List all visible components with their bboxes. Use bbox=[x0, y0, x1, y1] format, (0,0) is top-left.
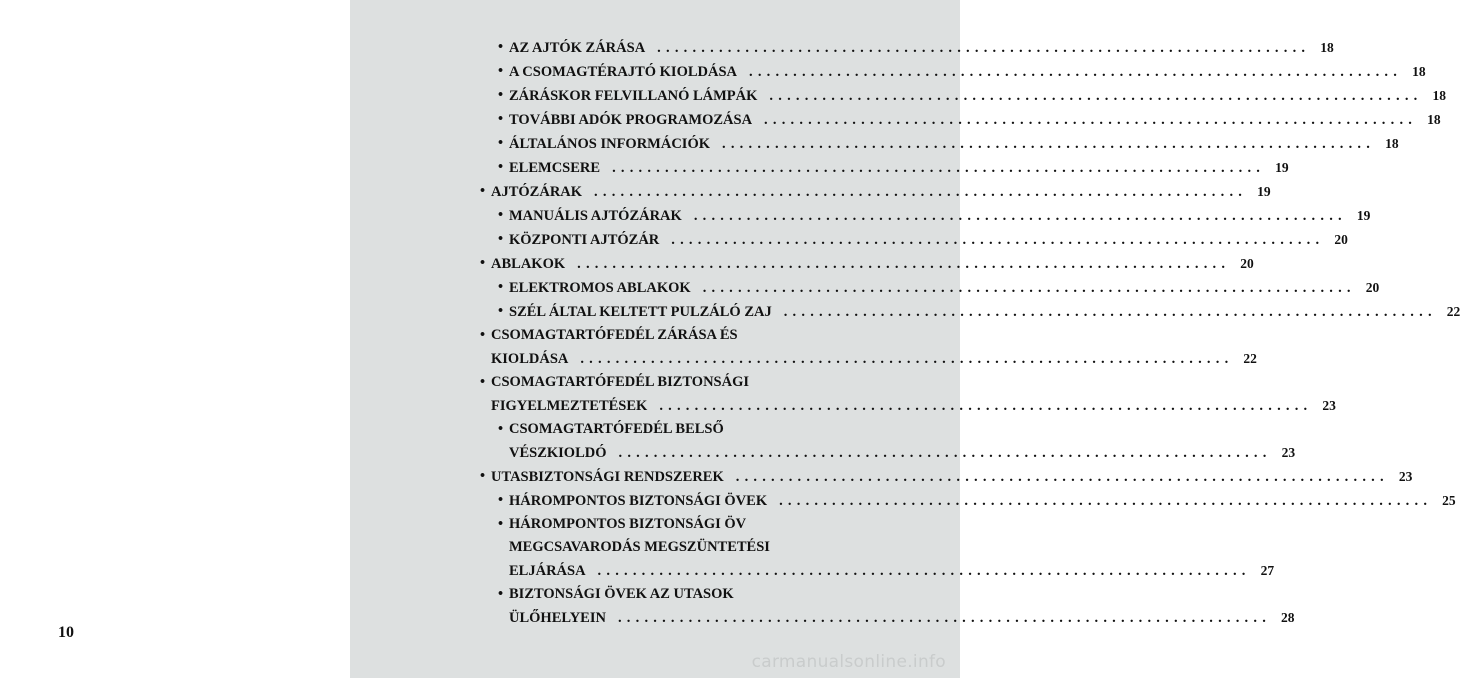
toc-entry-title: BIZTONSÁGI ÖVEK AZ UTASOK bbox=[509, 586, 734, 602]
dot-leader: .......................................................................... bbox=[749, 64, 1403, 80]
toc-page-number: 18 bbox=[1320, 40, 1334, 55]
toc-entry-title: ÜLŐHELYEIN bbox=[509, 610, 606, 626]
dot-leader: .......................................................................... bbox=[735, 469, 1389, 485]
right-page bbox=[350, 0, 1460, 678]
toc-entry-title: A CSOMAGTÉRAJTÓ KIOLDÁSA bbox=[509, 64, 738, 80]
toc-page-number: 19 bbox=[1275, 160, 1289, 175]
bullet-icon: • bbox=[498, 39, 504, 55]
bullet-icon: • bbox=[498, 135, 504, 151]
toc-page-number: 22 bbox=[1446, 304, 1460, 319]
toc-entry[interactable] bbox=[480, 489, 1456, 513]
toc-entry-title: CSOMAGTARTÓFEDÉL BIZTONSÁGI bbox=[491, 374, 749, 390]
toc-entry-title: MEGCSAVARODÁS MEGSZÜNTETÉSI bbox=[509, 539, 770, 555]
dot-leader: .......................................................................... bbox=[671, 232, 1325, 248]
toc-entry[interactable] bbox=[480, 465, 1413, 489]
dot-leader: .......................................................................... bbox=[659, 398, 1313, 414]
toc-entry-title: MANUÁLIS AJTÓZÁRAK bbox=[509, 208, 682, 224]
toc-page-number: 20 bbox=[1334, 232, 1348, 247]
bullet-icon: • bbox=[498, 516, 504, 532]
toc-entry-title: KIOLDÁSA bbox=[491, 351, 569, 367]
toc-entry-title: ZÁRÁSKOR FELVILLANÓ LÁMPÁK bbox=[509, 88, 758, 104]
toc-page-number: 18 bbox=[1427, 112, 1441, 127]
toc-page-number: 20 bbox=[1240, 256, 1254, 271]
bullet-icon: • bbox=[498, 586, 504, 602]
toc-entry-title: HÁROMPONTOS BIZTONSÁGI ÖVEK bbox=[509, 493, 768, 509]
bullet-icon: • bbox=[498, 279, 504, 295]
bullet-icon: • bbox=[480, 183, 486, 199]
dot-leader: .......................................................................... bbox=[779, 493, 1433, 509]
toc-entry-title: ELEKTROMOS ABLAKOK bbox=[509, 280, 691, 296]
bullet-icon: • bbox=[498, 303, 504, 319]
toc-entry[interactable] bbox=[480, 228, 1348, 252]
toc-entry-title: ÁLTALÁNOS INFORMÁCIÓK bbox=[509, 136, 711, 152]
toc-entry[interactable] bbox=[480, 156, 1289, 180]
toc-entry[interactable] bbox=[480, 418, 1296, 465]
bullet-icon: • bbox=[498, 87, 504, 103]
bullet-icon: • bbox=[480, 255, 486, 271]
toc-entry[interactable] bbox=[480, 36, 1334, 60]
toc-entry-title: CSOMAGTARTÓFEDÉL ZÁRÁSA ÉS bbox=[491, 327, 738, 343]
dot-leader: .......................................................................... bbox=[618, 445, 1272, 461]
dot-leader: .......................................................................... bbox=[657, 40, 1311, 56]
dot-leader: .......................................................................... bbox=[580, 351, 1234, 367]
toc-entry[interactable] bbox=[480, 204, 1371, 228]
toc-entry-title: FIGYELMEZTETÉSEK bbox=[491, 398, 648, 414]
toc-entry[interactable] bbox=[480, 60, 1426, 84]
toc-entry[interactable] bbox=[480, 132, 1399, 156]
bullet-icon: • bbox=[498, 63, 504, 79]
toc-page-number: 19 bbox=[1257, 184, 1271, 199]
toc-page-number: 25 bbox=[1442, 493, 1456, 508]
toc-entry-title: TOVÁBBI ADÓK PROGRAMOZÁSA bbox=[509, 112, 753, 128]
toc-entry-title: AZ AJTÓK ZÁRÁSA bbox=[509, 40, 646, 56]
dot-leader: .......................................................................... bbox=[612, 160, 1266, 176]
toc-entry-title: HÁROMPONTOS BIZTONSÁGI ÖV bbox=[509, 516, 747, 532]
dot-leader: .......................................................................... bbox=[577, 256, 1231, 272]
toc-page-number: 18 bbox=[1432, 88, 1446, 103]
bullet-icon: • bbox=[498, 421, 504, 437]
bullet-icon: • bbox=[498, 231, 504, 247]
toc-entry[interactable] bbox=[480, 108, 1441, 132]
bullet-icon: • bbox=[498, 492, 504, 508]
toc-entry-title: ELEMCSERE bbox=[509, 160, 601, 176]
toc-entry[interactable] bbox=[480, 371, 1336, 418]
toc-page-number: 28 bbox=[1281, 610, 1295, 625]
toc-entry[interactable] bbox=[480, 84, 1446, 108]
toc-entry[interactable] bbox=[480, 324, 1257, 371]
dot-leader: .......................................................................... bbox=[702, 280, 1356, 296]
toc-page-number: 19 bbox=[1356, 208, 1371, 223]
toc-entry[interactable] bbox=[480, 276, 1380, 300]
toc-entry[interactable] bbox=[480, 180, 1271, 204]
table-of-contents bbox=[480, 36, 1460, 630]
bullet-icon: • bbox=[498, 159, 504, 175]
toc-entry-title: ABLAKOK bbox=[491, 256, 566, 272]
bullet-icon: • bbox=[498, 207, 504, 223]
left-page bbox=[0, 0, 350, 678]
toc-entry-title: UTASBIZTONSÁGI RENDSZEREK bbox=[491, 469, 724, 485]
toc-entry-title: KÖZPONTI AJTÓZÁR bbox=[509, 232, 660, 248]
toc-page-number: 20 bbox=[1365, 280, 1380, 295]
bullet-icon: • bbox=[498, 111, 504, 127]
dot-leader: .......................................................................... bbox=[597, 563, 1251, 579]
toc-page-number: 23 bbox=[1281, 445, 1296, 460]
toc-entry[interactable] bbox=[480, 583, 1295, 630]
bullet-icon: • bbox=[480, 327, 486, 343]
dot-leader: .......................................................................... bbox=[722, 136, 1376, 152]
bullet-icon: • bbox=[480, 374, 486, 390]
toc-entry[interactable] bbox=[480, 300, 1460, 324]
toc-page-number: 22 bbox=[1243, 351, 1257, 366]
dot-leader: .......................................................................... bbox=[617, 610, 1272, 626]
toc-entry-title: CSOMAGTARTÓFEDÉL BELSŐ bbox=[509, 421, 724, 437]
toc-page-number: 18 bbox=[1412, 64, 1426, 79]
toc-entry[interactable] bbox=[480, 513, 1275, 583]
toc-page-number: 23 bbox=[1322, 398, 1336, 413]
dot-leader: .......................................................................... bbox=[783, 304, 1437, 320]
toc-entry-title: ELJÁRÁSA bbox=[509, 563, 586, 579]
dot-leader: .......................................................................... bbox=[594, 184, 1248, 200]
page-number: 10 bbox=[58, 624, 74, 641]
bullet-icon: • bbox=[480, 468, 486, 484]
toc-entry-title: AJTÓZÁRAK bbox=[491, 184, 583, 200]
dot-leader: .......................................................................... bbox=[693, 208, 1347, 224]
dot-leader: .......................................................................... bbox=[764, 112, 1418, 128]
toc-entry[interactable] bbox=[480, 252, 1254, 276]
toc-entry-title: VÉSZKIOLDÓ bbox=[509, 445, 607, 461]
toc-page-number: 23 bbox=[1398, 469, 1413, 484]
dot-leader: .......................................................................... bbox=[769, 88, 1423, 104]
toc-page-number: 18 bbox=[1385, 136, 1399, 151]
toc-page-number: 27 bbox=[1260, 563, 1275, 578]
watermark: carmanualsonline.info bbox=[751, 652, 946, 672]
toc-entry-title: SZÉL ÁLTAL KELTETT PULZÁLÓ ZAJ bbox=[509, 304, 772, 320]
